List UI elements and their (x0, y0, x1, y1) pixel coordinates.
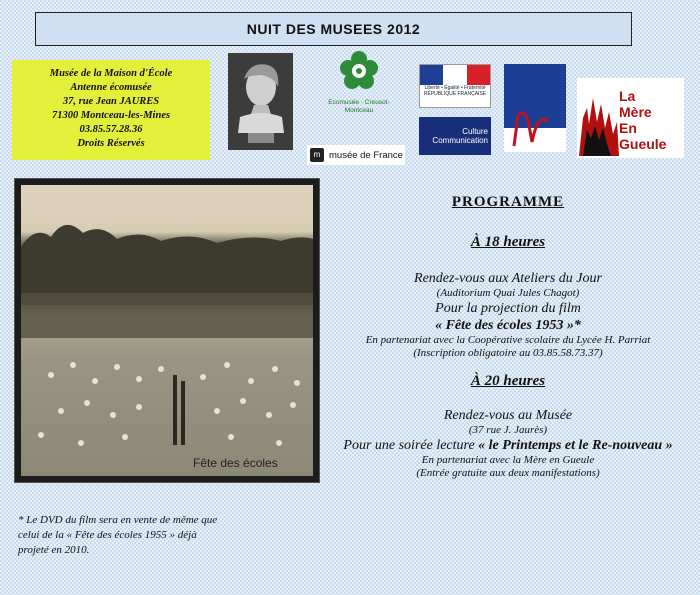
flower-icon (339, 50, 379, 94)
slot1-line3: Pour la projection du film (435, 301, 581, 316)
page-title: NUIT DES MUSEES 2012 (35, 12, 632, 46)
slot2-line1: Rendez-vous au Musée (443, 408, 573, 423)
slot1-inscription: (Inscription obligatoire au 03.85.58.73.37) (413, 347, 603, 359)
address-line: 03.85.57.28.36 (79, 124, 143, 135)
slot1-time: À 18 heures (470, 234, 546, 250)
slot1-film-title: « Fête des écoles 1953 »* (435, 318, 581, 333)
dvd-footnote: * Le DVD du film sera en vente de même que celui de la « Fête des écoles 1955 » déjà projeté en 2010. (18, 514, 218, 556)
culture-communication-logo (419, 117, 491, 155)
slot1-partner: En partenariat avec la Coopérative scolaire du Lycée H. Parriat (365, 334, 651, 346)
mere-logo-word: Mère (619, 104, 652, 120)
republique-francaise-logo (419, 64, 491, 108)
slot1-line1: Rendez-vous aux Ateliers du Jour (414, 271, 602, 286)
rf-text: Liberté • Égalité • Fraternité RÉPUBLIQUE FRANÇAISE (423, 85, 487, 97)
address-line: 71300 Montceau-les-Mines (51, 110, 171, 121)
slot2-line3-prefix: Pour une soirée lecture (343, 438, 475, 453)
program-section (330, 194, 686, 480)
musee-france-label: musée de France (329, 149, 403, 161)
address-line: Antenne écomusée (70, 82, 152, 93)
mere-logo-word: Gueule (619, 136, 667, 152)
mere-logo-word: En (619, 120, 637, 136)
ecomusee-logo (321, 50, 397, 130)
mere-logo-word: La (619, 88, 636, 104)
slot1-line2: (Auditorium Quai Jules Chagot) (436, 287, 580, 299)
slot2-time: À 20 heures (470, 373, 546, 389)
crowd-silhouette-icon (577, 78, 621, 158)
slot2-line2: (37 rue J. Jaurès) (468, 424, 548, 436)
museum-address-box (12, 60, 210, 160)
address-line: Droits Réservés (77, 138, 145, 149)
culture-label: Culture (462, 127, 488, 136)
musee-de-france-logo (307, 145, 405, 165)
slot2-partner: En partenariat avec la Mère en Gueule (421, 454, 595, 466)
slot2-reading-title: « le Printemps et le Re-nouveau » (478, 438, 673, 453)
slot2-line3 (330, 437, 686, 454)
french-flag-icon (420, 65, 490, 85)
photo-caption: Fête des écoles (193, 456, 278, 470)
address-line: Musée de la Maison d'École (49, 68, 173, 79)
partner-logo-blue (504, 64, 566, 152)
school-festival-photo (14, 178, 320, 483)
marianne-bust-image (228, 53, 293, 150)
ecomusee-label: Ecomusée · Creusot-Montceau (328, 99, 390, 114)
slot2-entry: (Entrée gratuite aux deux manifestations) (416, 467, 600, 479)
musee-france-mark-icon: m (310, 148, 324, 162)
communication-label: Communication (432, 136, 488, 145)
address-line: 37, rue Jean JAURES (62, 96, 160, 107)
program-heading: PROGRAMME (451, 194, 565, 210)
la-mere-en-gueule-logo (577, 78, 684, 158)
